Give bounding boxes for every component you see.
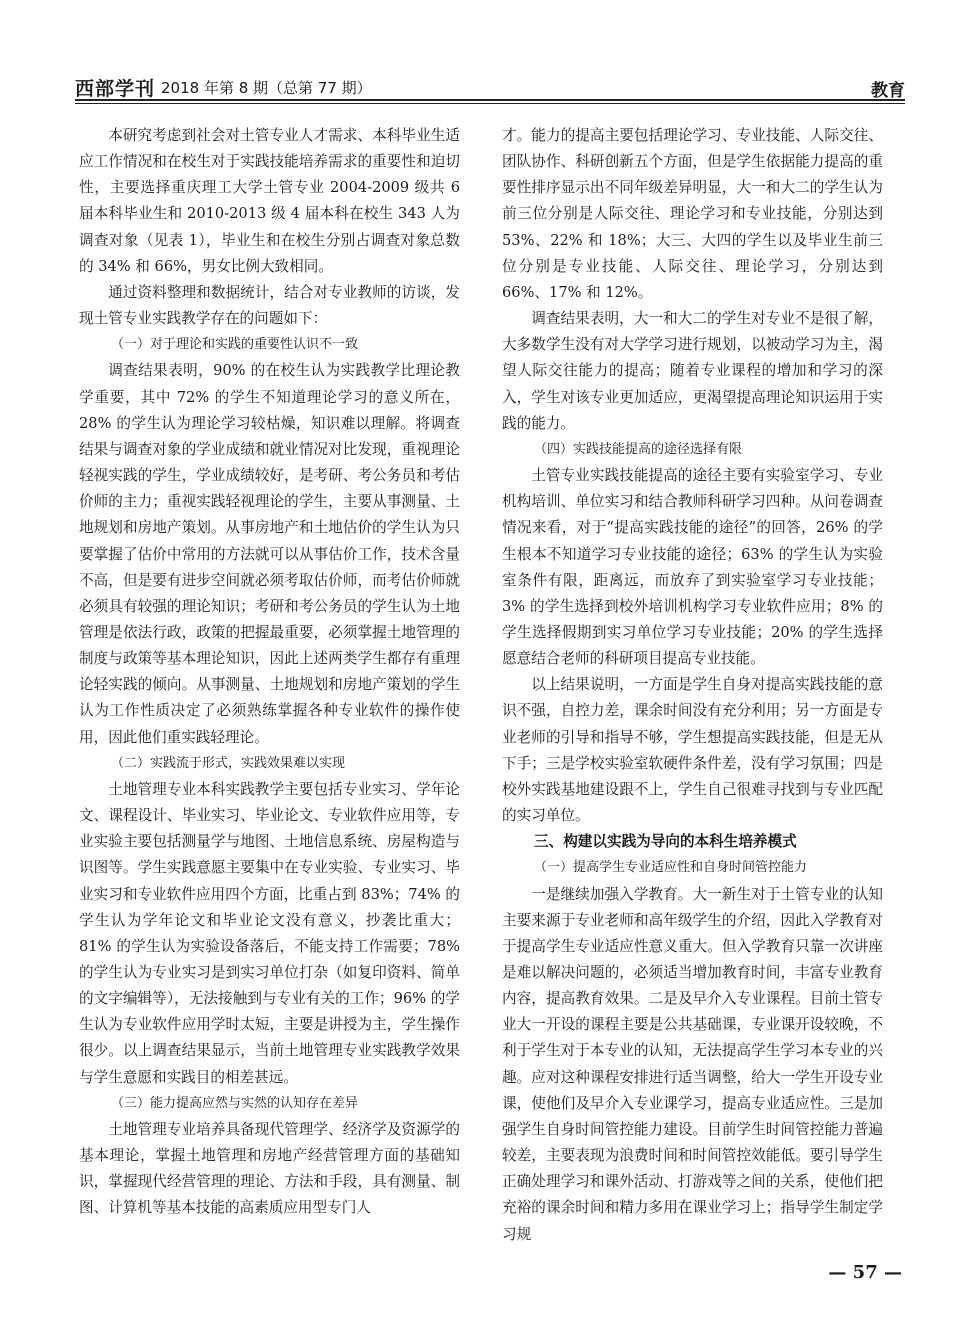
right-column — [502, 123, 883, 1248]
paragraph: 通过资料整理和数据统计，结合对专业教师的访谈，发现土管专业实践教学存在的问题如下： — [79, 283, 460, 328]
section-heading: 三、构建以实践为导向的本科生培养模式 — [534, 833, 797, 851]
paragraph: 本研究考虑到社会对土管专业人才需求、本科毕业生适应工作情况和在校生对于实践技能培养需求的重要性和迫切性，主要选择重庆理工大学土管专业 2004-2009 级共 6 届本科毕业生和 2010-2013 级 4 届本科在校生 343 人为调查对象（见表 1），毕业生和在校生分别占调查对象总数的 34% 和 66%，男女比例大致相同。 — [79, 127, 460, 275]
left-column — [79, 123, 460, 1222]
paragraph: 土地管理专业培养具备现代管理学、经济学及资源学的基本理论，掌握土地管理和房地产经营管理方面的基础知识，掌握现代经营管理的理论、方法和手段，具有测量、制图、计算机等基本技能的高素质应用型专门人 — [79, 1120, 460, 1217]
paragraph: 才。能力的提高主要包括理论学习、专业技能、人际交往、团队协作、科研创新五个方面，但是学生依据能力提高的重要性排序显示出不同年级差异明显，大一和大二的学生认为前三位分别是人际交往、理论学习和专业技能，分别达到 53%、22% 和 18%；大三、大四的学生以及毕业生前三位分别是专业技能、人际交往、理论学习，分别达到 66%、17% 和 12%。 — [502, 127, 883, 301]
subheading: （一）对于理论和实践的重要性认识不一致 — [111, 337, 359, 353]
journal-logo: 西部学刊 — [75, 78, 156, 100]
paragraph: 一是继续加强入学教育。大一新生对于土管专业的认知主要来源于专业老师和高年级学生的介绍，因此入学教育对于提高学生专业适应性意义重大。但入学教育只靠一次讲座是难以解决问题的，必须适当增加教育时间，丰富专业教育内容，提高教育效果。二是及早介入专业课程。目前土管专业大一开设的课程主要是公共基础课，专业课开设较晚，不利于学生对于本专业的认知，无法提高学生学习本专业的兴趣。应对这种课程安排进行适当调整，给大一学生开设专业课，使他们及早介入专业课学习，提高专业适应性。三是加强学生自身时间管控能力建设。目前学生时间管控能力普遍较差，主要表现为浪费时间和时间管控效能低。要引导学生正确处理学习和课外活动、打游戏等之间的关系，使他们把充裕的课余时间和精力多用在课业学习上；指导学生制定学习规 — [502, 885, 883, 1243]
paragraph: 土地管理专业本科实践教学主要包括专业实习、学年论文、课程设计、毕业实习、毕业论文、专业软件应用等，专业实验主要包括测量学与地图、土地信息系统、房屋构造与识图等。学生实践意愿主要集中在专业实验、专业实习、毕业实习和专业软件应用四个方面，比重占到 83%；74% 的学生认为学年论文和毕业论文没有意义，抄袭比重大；81% 的学生认为实验设备落后，不能支持工作需要；78% 的学生认为专业实习是到实习单位打杂（如复印资料、简单的文字编辑等），无法接触到与专业有关的工作；96% 的学生认为专业软件应用学时太短，主要是讲授为主，学生操作很少。以上调查结果显示，当前土地管理专业实践教学效果与学生意愿和实践目的相差甚远。 — [79, 780, 460, 1086]
paragraph: 调查结果表明，90% 的在校生认为实践教学比理论教学重要，其中 72% 的学生不知道理论学习的意义所在，28% 的学生认为理论学习较枯燥，知识难以理解。将调查结果与调查对象的学业成绩和就业情况对比发现，重视理论轻视实践的学生，学业成绩较好，是考研、考公务员和考估价师的主力；重视实践轻视理论的学生，主要从事测量、土地规划和房地产策划。从事房地产和土地估价的学生认为只要掌握了估价中常用的方法就可以从事估价工作，技术含量不高，但是要有进步空间就必须考取估价师，而考估价师就必须具有较强的理论知识；考研和考公务员的学生认为土地管理是依法行政，政策的把握最重要，必须掌握土地管理的制度与政策等基本理论知识，因此上述两类学生都存有重理论轻实践的倾向。从事测量、土地规划和房地产策划的学生认为工作性质决定了必须熟练掌握各种专业软件的操作使用，因此他们重实践轻理论。 — [79, 362, 460, 746]
issue-info: 2018 年第 8 期（总第 77 期） — [161, 79, 372, 97]
subheading: （三）能力提高应然与实然的认知存在差异 — [111, 1095, 359, 1111]
page-number: — 57 — — [828, 1262, 902, 1283]
paragraph: 以上结果说明，一方面是学生自身对提高实践技能的意识不强，自控力差，课余时间没有充分利用；另一方面是专业老师的引导和指导不够，学生想提高实践技能，但是无从下手；三是学校实验室软硬件条件差，没有学习氛围；四是校外实践基地建设跟不上，学生自己很难寻找到与专业匹配的实习单位。 — [502, 676, 883, 825]
section-label: 教育 — [871, 81, 905, 101]
subheading: （二）实践流于形式，实践效果难以实现 — [111, 755, 346, 771]
paragraph: 土管专业实践技能提高的途径主要有实验室学习、专业机构培训、单位实习和结合教师科研学习四种。从问卷调查情况来看，对于“提高实践技能的途径”的回答，26% 的学生根本不知道学习专业技能的途径；63% 的学生认为实验室条件有限，距离远，而放弃了到实验室学习专业技能；3% 的学生选择到校外培训机构学习专业软件应用；8% 的学生选择假期到实习单位学习专业技能；20% 的学生选择愿意结合老师的科研项目提高专业技能。 — [502, 467, 883, 668]
page-header — [75, 72, 905, 100]
paragraph: 调查结果表明，大一和大二的学生对专业不是很了解，大多数学生没有对大学学习进行规划，以被动学习为主，渴望人际交往能力的提高；随着专业课程的增加和学习的深入，学生对该专业更加适应，更渴望提高理论知识运用于实践的能力。 — [502, 310, 883, 432]
subheading: （四）实践技能提高的途径选择有限 — [534, 441, 743, 457]
header-rule — [75, 99, 905, 101]
subheading: （一）提高学生专业适应性和自身时间管控能力 — [534, 860, 808, 876]
header-rule-thin — [75, 103, 905, 104]
